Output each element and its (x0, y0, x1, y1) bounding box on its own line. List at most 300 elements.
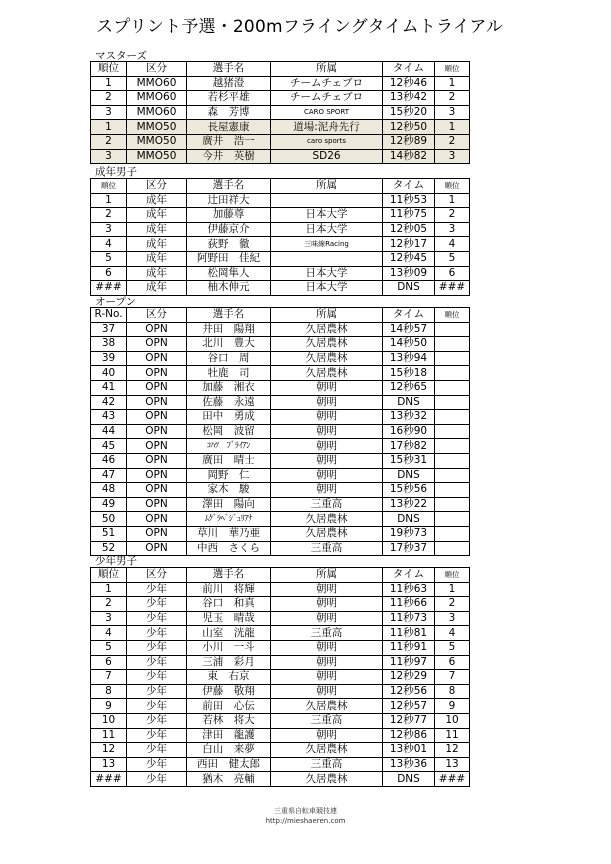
table-row (91, 468, 470, 483)
cell-place (435, 351, 470, 366)
cell-place (435, 380, 470, 395)
cell-rider-name: 谷口 周 (187, 351, 271, 366)
cell-club: 朝明 (271, 684, 383, 699)
cell-rank: 1 (91, 120, 127, 135)
cell-time: 11秒91 (383, 640, 435, 655)
cell-place (435, 395, 470, 410)
cell-place: 1 (435, 120, 470, 135)
cell-time: 13秒01 (383, 743, 435, 758)
cell-place (435, 322, 470, 337)
cell-club: 三重高 (271, 713, 383, 728)
cell-category: OPN (127, 541, 187, 556)
cell-place (435, 541, 470, 556)
cell-place (435, 366, 470, 381)
cell-rider-name: 中西 さくら (187, 541, 271, 556)
cell-category: OPN (127, 526, 187, 541)
table-row (91, 193, 470, 208)
cell-time: 11秒63 (383, 582, 435, 597)
cell-club: 朝明 (271, 483, 383, 498)
cell-rider-name: 佐藤 永遠 (187, 395, 271, 410)
table-row (91, 351, 470, 366)
header-club: 所属 (271, 62, 383, 77)
cell-rider-name: 小川 一斗 (187, 640, 271, 655)
cell-category: 成年 (127, 193, 187, 208)
cell-place: ### (435, 281, 470, 296)
cell-time: 12秒17 (383, 237, 435, 252)
cell-time: 12秒46 (383, 76, 435, 91)
cell-rider-name: 伊藤京介 (187, 222, 271, 237)
header-rank: R-No. (91, 308, 127, 323)
cell-time: 12秒65 (383, 380, 435, 395)
cell-rank: 39 (91, 351, 127, 366)
cell-category: MMO60 (127, 76, 187, 91)
cell-rank: 3 (91, 105, 127, 120)
cell-place: 3 (435, 222, 470, 237)
header-time: タイム (383, 179, 435, 194)
table-row (91, 251, 470, 266)
cell-club: 三重高 (271, 541, 383, 556)
header-category: 区分 (127, 179, 187, 194)
cell-rider-name: 津田 龍護 (187, 728, 271, 743)
cell-time: 16秒90 (383, 424, 435, 439)
cell-rank: 7 (91, 670, 127, 685)
cell-rank: 4 (91, 237, 127, 252)
cell-rank: ### (91, 772, 127, 787)
cell-rank: 12 (91, 743, 127, 758)
table-row (91, 410, 470, 425)
cell-rank: 45 (91, 439, 127, 454)
cell-place: 1 (435, 193, 470, 208)
cell-rank: 5 (91, 251, 127, 266)
cell-rider-name: 若杉平雄 (187, 91, 271, 106)
cell-club: 日本大学 (271, 281, 383, 296)
cell-category: 成年 (127, 266, 187, 281)
cell-category: 成年 (127, 251, 187, 266)
header-place: 順位 (435, 568, 470, 583)
cell-place: 2 (435, 208, 470, 223)
cell-time: 12秒05 (383, 222, 435, 237)
cell-rider-name: 辻田祥大 (187, 193, 271, 208)
cell-rider-name: 荻野 徹 (187, 237, 271, 252)
cell-rank: 11 (91, 728, 127, 743)
cell-rider-name: 越猪澄 (187, 76, 271, 91)
cell-club: 朝明 (271, 395, 383, 410)
cell-time: 12秒29 (383, 670, 435, 685)
table-row (91, 453, 470, 468)
cell-rider-name: 伊藤 敬翔 (187, 684, 271, 699)
cell-club (271, 251, 383, 266)
cell-category: 少年 (127, 611, 187, 626)
table-row (91, 149, 470, 164)
cell-club: 日本大学 (271, 208, 383, 223)
header-category: 区分 (127, 62, 187, 77)
cell-time: 12秒89 (383, 134, 435, 149)
cell-place: 6 (435, 266, 470, 281)
masters-table (90, 61, 470, 164)
table-row (91, 743, 470, 758)
cell-category: 少年 (127, 655, 187, 670)
table-row (91, 322, 470, 337)
cell-place (435, 497, 470, 512)
cell-rank: 37 (91, 322, 127, 337)
header-place: 順位 (435, 179, 470, 194)
cell-place: 3 (435, 611, 470, 626)
cell-rider-name: 前川 将輝 (187, 582, 271, 597)
cell-rider-name: 今井 英樹 (187, 149, 271, 164)
cell-rank: 3 (91, 149, 127, 164)
section-label-masters: マスターズ (95, 50, 147, 62)
cell-category: 少年 (127, 670, 187, 685)
header-rank: 順位 (91, 179, 127, 194)
cell-club (271, 193, 383, 208)
cell-time: 13秒22 (383, 497, 435, 512)
table-row (91, 684, 470, 699)
cell-club: 久居農林 (271, 337, 383, 352)
table-row (91, 626, 470, 641)
cell-club: 朝明 (271, 728, 383, 743)
adult-men-table (90, 178, 470, 296)
table-row (91, 281, 470, 296)
cell-rank: 1 (91, 193, 127, 208)
cell-time: 14秒50 (383, 337, 435, 352)
cell-rank: 40 (91, 366, 127, 381)
cell-time: 11秒53 (383, 193, 435, 208)
cell-time: 13秒36 (383, 757, 435, 772)
cell-category: MMO60 (127, 91, 187, 106)
cell-category: OPN (127, 512, 187, 527)
cell-rank: 6 (91, 266, 127, 281)
cell-place: 12 (435, 743, 470, 758)
table-row (91, 757, 470, 772)
header-category: 区分 (127, 308, 187, 323)
cell-category: OPN (127, 337, 187, 352)
cell-category: 成年 (127, 208, 187, 223)
table-row (91, 91, 470, 106)
cell-category: 少年 (127, 699, 187, 714)
cell-club: 日本大学 (271, 266, 383, 281)
cell-rank: 5 (91, 640, 127, 655)
cell-time: 17秒37 (383, 541, 435, 556)
cell-place (435, 468, 470, 483)
cell-rank: 47 (91, 468, 127, 483)
cell-rank: 44 (91, 424, 127, 439)
header-place: 順位 (435, 62, 470, 77)
cell-time: 11秒73 (383, 611, 435, 626)
cell-club: caro sports (271, 134, 383, 149)
table-row (91, 655, 470, 670)
footer-org: 三重県自転車競技連 (274, 807, 337, 815)
table-row (91, 237, 470, 252)
cell-rider-name: 廣田 晴士 (187, 453, 271, 468)
cell-club: 久居農林 (271, 743, 383, 758)
cell-place: 5 (435, 251, 470, 266)
cell-rank: 43 (91, 410, 127, 425)
table-row (91, 105, 470, 120)
table-header-row (91, 308, 470, 323)
cell-category: OPN (127, 483, 187, 498)
cell-category: OPN (127, 439, 187, 454)
cell-rank: 3 (91, 611, 127, 626)
cell-rank: 9 (91, 699, 127, 714)
table-row (91, 208, 470, 223)
cell-club: 久居農林 (271, 512, 383, 527)
cell-rider-name: ﾑｸﾞﾗﾍﾞｼﾞｭﾘｱﾅ (187, 512, 271, 527)
cell-rank: 38 (91, 337, 127, 352)
cell-category: 少年 (127, 757, 187, 772)
cell-rank: 2 (91, 91, 127, 106)
cell-place (435, 526, 470, 541)
table-row (91, 541, 470, 556)
cell-rider-name: 加藤 湘衣 (187, 380, 271, 395)
table-row (91, 497, 470, 512)
section-label-open: オープン (95, 296, 137, 308)
cell-rank: 8 (91, 684, 127, 699)
table-row (91, 120, 470, 135)
cell-rank: 42 (91, 395, 127, 410)
section-label-youth-men: 少年男子 (95, 555, 137, 567)
cell-rider-name: ｺﾊﾂ ﾌﾞﾗｲｱﾝ (187, 439, 271, 454)
cell-place: 4 (435, 237, 470, 252)
cell-time: DNS (383, 395, 435, 410)
cell-place: 6 (435, 655, 470, 670)
table-row (91, 582, 470, 597)
header-club: 所属 (271, 568, 383, 583)
cell-rank: ### (91, 281, 127, 296)
cell-club: 久居農林 (271, 351, 383, 366)
cell-rank: 51 (91, 526, 127, 541)
cell-club: SD26 (271, 149, 383, 164)
cell-time: 11秒81 (383, 626, 435, 641)
cell-club: 朝明 (271, 640, 383, 655)
cell-club: 朝明 (271, 582, 383, 597)
header-place: 順位 (435, 308, 470, 323)
cell-club: 朝明 (271, 410, 383, 425)
cell-rider-name: 松岡 波留 (187, 424, 271, 439)
cell-time: 14秒57 (383, 322, 435, 337)
header-club: 所属 (271, 179, 383, 194)
cell-time: DNS (383, 468, 435, 483)
cell-club: 朝明 (271, 611, 383, 626)
cell-category: OPN (127, 497, 187, 512)
cell-time: 12秒50 (383, 120, 435, 135)
cell-rank: 50 (91, 512, 127, 527)
cell-rider-name: 児玉 晴哉 (187, 611, 271, 626)
cell-rider-name: 加藤尊 (187, 208, 271, 223)
table-row (91, 134, 470, 149)
cell-club: 久居農林 (271, 526, 383, 541)
cell-place: 5 (435, 640, 470, 655)
cell-time: 13秒94 (383, 351, 435, 366)
cell-rank: 41 (91, 380, 127, 395)
cell-category: MMO50 (127, 134, 187, 149)
cell-category: OPN (127, 424, 187, 439)
cell-time: 15秒20 (383, 105, 435, 120)
cell-category: 少年 (127, 772, 187, 787)
cell-place: 9 (435, 699, 470, 714)
cell-club: 朝明 (271, 424, 383, 439)
cell-rank: 10 (91, 713, 127, 728)
cell-club: 三重高 (271, 626, 383, 641)
table-row (91, 266, 470, 281)
cell-club: 久居農林 (271, 699, 383, 714)
cell-club: 久居農林 (271, 366, 383, 381)
cell-club: 朝明 (271, 670, 383, 685)
cell-rider-name: 若林 将大 (187, 713, 271, 728)
table-row (91, 439, 470, 454)
cell-time: DNS (383, 281, 435, 296)
cell-club: 三重高 (271, 497, 383, 512)
cell-time: DNS (383, 512, 435, 527)
cell-time: 11秒97 (383, 655, 435, 670)
cell-time: 15秒56 (383, 483, 435, 498)
cell-category: OPN (127, 380, 187, 395)
cell-rider-name: 牡鹿 司 (187, 366, 271, 381)
cell-place: 4 (435, 626, 470, 641)
cell-category: 成年 (127, 222, 187, 237)
cell-club: 朝明 (271, 453, 383, 468)
cell-time: 12秒56 (383, 684, 435, 699)
youth-men-table (90, 567, 470, 787)
header-name: 選手名 (187, 568, 271, 583)
cell-category: 成年 (127, 281, 187, 296)
cell-time: 13秒42 (383, 91, 435, 106)
cell-category: OPN (127, 322, 187, 337)
cell-time: 15秒18 (383, 366, 435, 381)
cell-category: 少年 (127, 582, 187, 597)
cell-rider-name: 三浦 彩月 (187, 655, 271, 670)
cell-category: 成年 (127, 237, 187, 252)
cell-place: 3 (435, 105, 470, 120)
cell-time: 14秒82 (383, 149, 435, 164)
cell-time: 19秒73 (383, 526, 435, 541)
cell-category: MMO50 (127, 120, 187, 135)
cell-category: OPN (127, 351, 187, 366)
cell-place: 11 (435, 728, 470, 743)
table-row (91, 380, 470, 395)
cell-category: MMO50 (127, 149, 187, 164)
header-name: 選手名 (187, 308, 271, 323)
cell-time: 11秒75 (383, 208, 435, 223)
table-row (91, 483, 470, 498)
cell-rider-name: 松岡隼人 (187, 266, 271, 281)
cell-time: 13秒32 (383, 410, 435, 425)
header-time: タイム (383, 568, 435, 583)
cell-rank: 2 (91, 208, 127, 223)
cell-time: 12秒57 (383, 699, 435, 714)
table-row (91, 424, 470, 439)
cell-place (435, 337, 470, 352)
cell-category: 少年 (127, 626, 187, 641)
open-table (90, 307, 470, 556)
cell-place: 1 (435, 582, 470, 597)
page-title: スプリント予選・200mフライングタイムトライアル (96, 17, 504, 37)
cell-rank: 1 (91, 582, 127, 597)
cell-club: 道場:泥舟先行 (271, 120, 383, 135)
cell-place: 1 (435, 76, 470, 91)
cell-rider-name: 山室 洸龍 (187, 626, 271, 641)
cell-category: OPN (127, 366, 187, 381)
cell-category: 少年 (127, 640, 187, 655)
cell-rank: 2 (91, 597, 127, 612)
cell-place: 13 (435, 757, 470, 772)
cell-rider-name: 井田 陽翔 (187, 322, 271, 337)
cell-club: 三重高 (271, 757, 383, 772)
header-name: 選手名 (187, 179, 271, 194)
table-row (91, 640, 470, 655)
cell-category: 少年 (127, 713, 187, 728)
cell-place: ### (435, 772, 470, 787)
cell-rider-name: 前田 心伝 (187, 699, 271, 714)
table-header-row (91, 179, 470, 194)
table-row (91, 512, 470, 527)
cell-category: OPN (127, 453, 187, 468)
cell-rank: 48 (91, 483, 127, 498)
cell-place: 10 (435, 713, 470, 728)
cell-rider-name: 森 芳博 (187, 105, 271, 120)
header-time: タイム (383, 308, 435, 323)
header-club: 所属 (271, 308, 383, 323)
table-row (91, 772, 470, 787)
cell-club: 朝明 (271, 439, 383, 454)
footer-url: http://mieshaeren.com (265, 817, 346, 825)
header-name: 選手名 (187, 62, 271, 77)
cell-rider-name: 廣井 浩一 (187, 134, 271, 149)
cell-time: 11秒66 (383, 597, 435, 612)
cell-rider-name: 西田 健太郎 (187, 757, 271, 772)
table-row (91, 670, 470, 685)
cell-club: 久居農林 (271, 772, 383, 787)
cell-time: 15秒31 (383, 453, 435, 468)
cell-time: 12秒45 (383, 251, 435, 266)
cell-rank: 52 (91, 541, 127, 556)
table-row (91, 222, 470, 237)
cell-place: 2 (435, 597, 470, 612)
cell-place: 7 (435, 670, 470, 685)
cell-rider-name: 北川 豊大 (187, 337, 271, 352)
cell-category: OPN (127, 395, 187, 410)
cell-time: DNS (383, 772, 435, 787)
cell-rank: 1 (91, 76, 127, 91)
table-row (91, 699, 470, 714)
cell-rider-name: 谷口 和真 (187, 597, 271, 612)
cell-rider-name: 東 右京 (187, 670, 271, 685)
cell-rank: 13 (91, 757, 127, 772)
cell-club: チームチェブロ (271, 91, 383, 106)
cell-category: 少年 (127, 743, 187, 758)
section-label-adult-men: 成年男子 (95, 166, 137, 178)
cell-club: 三味線Racing (271, 237, 383, 252)
header-rank: 順位 (91, 568, 127, 583)
cell-rank: 2 (91, 134, 127, 149)
cell-time: 12秒77 (383, 713, 435, 728)
cell-place: 2 (435, 134, 470, 149)
cell-place: 3 (435, 149, 470, 164)
cell-time: 12秒86 (383, 728, 435, 743)
cell-category: MMO60 (127, 105, 187, 120)
table-row (91, 713, 470, 728)
cell-club: 朝明 (271, 468, 383, 483)
header-rank: 順位 (91, 62, 127, 77)
cell-rider-name: 長屋憲康 (187, 120, 271, 135)
table-header-row (91, 568, 470, 583)
cell-rider-name: 家木 駿 (187, 483, 271, 498)
cell-club: 久居農林 (271, 322, 383, 337)
cell-rank: 49 (91, 497, 127, 512)
table-row (91, 597, 470, 612)
cell-rider-name: 阿野田 佳紀 (187, 251, 271, 266)
table-row (91, 728, 470, 743)
cell-time: 17秒82 (383, 439, 435, 454)
